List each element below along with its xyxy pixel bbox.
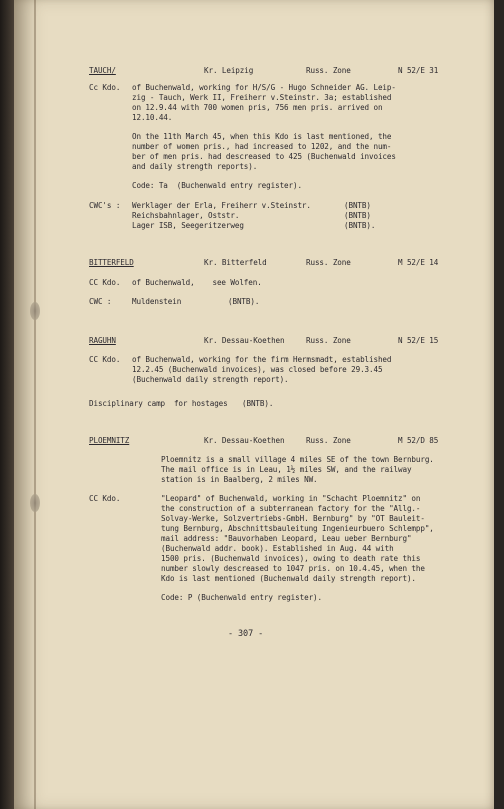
- note-line: and daily strength reports).: [132, 162, 258, 171]
- kdo-line: of Buchenwald, working for H/S/G - Hugo Schneider AG. Leip-: [132, 83, 396, 92]
- cwc-src: (BNTB).: [228, 297, 260, 306]
- kdo-line: of Buchenwald, working for the firm Hermsmadt, established: [132, 355, 392, 364]
- entry-district: Kr. Dessau-Koethen: [204, 436, 285, 445]
- kdo-text: of Buchenwald, see Wolfen.: [132, 278, 262, 287]
- entry-ref: M 52/E 14: [398, 258, 439, 267]
- document-page: [14, 0, 494, 809]
- kdo-label: Cc Kdo.: [89, 83, 121, 92]
- entry-place-tauch: TAUCH/: [89, 66, 116, 75]
- kdo-line: (Buchenwald addr. book). Established in Aug. 44 with: [161, 544, 394, 553]
- kdo-line: zig - Tauch, Werk II, Freiherr v.Steinstr. 3a; established: [132, 93, 392, 102]
- cwc-item: Werklager der Erla, Freiherr v.Steinstr.: [132, 201, 311, 210]
- cwc-src: (BNTB): [344, 211, 371, 220]
- cwc-item: Reichsbahnlager, Oststr.: [132, 211, 240, 220]
- entry-place-raguhn: RAGUHN: [89, 336, 116, 345]
- cwc-label: CWC's :: [89, 201, 121, 210]
- note-line: On the 11th March 45, when this Kdo is last mentioned, the: [132, 132, 392, 141]
- entry-ref: M 52/D 85: [398, 436, 439, 445]
- desc-line: Ploemnitz is a small village 4 miles SE of the town Bernburg.: [161, 455, 434, 464]
- disciplinary-camp-line: Disciplinary camp for hostages: [89, 399, 228, 408]
- kdo-line: tung Bernburg, Abschnittsbauleitung Ingenieurbuero Schlempp",: [161, 524, 434, 533]
- cwc-label: CWC :: [89, 297, 112, 306]
- kdo-line: 12.10.44.: [132, 113, 173, 122]
- kdo-label: CC Kdo.: [89, 494, 121, 503]
- kdo-line: the construction of a subterranean factory for the "Allg.-: [161, 504, 421, 513]
- entry-district: Kr. Bitterfeld: [204, 258, 267, 267]
- entry-district: Kr. Leipzig: [204, 66, 254, 75]
- entry-zone: Russ. Zone: [306, 258, 351, 267]
- cwc-item: Lager ISB, Seegeritzerweg: [132, 221, 244, 230]
- code-line: Code: Ta (Buchenwald entry register).: [132, 181, 302, 190]
- cwc-src: (BNTB): [344, 201, 371, 210]
- binding-gutter: [0, 0, 14, 809]
- entry-zone: Russ. Zone: [306, 436, 351, 445]
- note-line: number of women pris., had increased to 1202, and the num-: [132, 142, 392, 151]
- entry-ref: N 52/E 15: [398, 336, 439, 345]
- code-line: Code: P (Buchenwald entry register).: [161, 593, 322, 602]
- entry-ref: N 52/E 31: [398, 66, 439, 75]
- cwc-src: (BNTB).: [344, 221, 376, 230]
- punch-hole-icon: [30, 494, 40, 512]
- desc-line: The mail office is in Leau, 1½ miles SW, and the railway: [161, 465, 412, 474]
- kdo-label: CC Kdo.: [89, 278, 121, 287]
- desc-line: station is in Baalberg, 2 miles NW.: [161, 475, 318, 484]
- entry-zone: Russ. Zone: [306, 336, 351, 345]
- cwc-item: Muldenstein: [132, 297, 182, 306]
- entry-district: Kr. Dessau-Koethen: [204, 336, 285, 345]
- note-line: ber of men pris. had descreased to 425 (Buchenwald invoices: [132, 152, 396, 161]
- kdo-line: 1500 pris. (Buchenwald invoices), owing to death rate this: [161, 554, 421, 563]
- entry-place-bitterfeld: BITTERFELD: [89, 258, 134, 267]
- kdo-line: Solvay-Werke, Solzvertriebs-GmbH. Bernburg" by "OT Bauleit-: [161, 514, 425, 523]
- punch-hole-icon: [30, 302, 40, 320]
- kdo-line: mail address: "Bauvorhaben Leopard, Leau ueber Bernburg": [161, 534, 412, 543]
- kdo-line: "Leopard" of Buchenwald, working in "Schacht Ploemnitz" on: [161, 494, 421, 503]
- kdo-label: CC Kdo.: [89, 355, 121, 364]
- disciplinary-camp-src: (BNTB).: [242, 399, 274, 408]
- page-number: - 307 -: [228, 629, 264, 639]
- entry-place-ploemnitz: PLOEMNITZ: [89, 436, 130, 445]
- kdo-line: 12.2.45 (Buchenwald invoices), was closed before 29.3.45: [132, 365, 383, 374]
- kdo-line: (Buchenwald daily strength report).: [132, 375, 289, 384]
- kdo-line: number slowly descreased to 1047 pris. on 10.4.45, when the: [161, 564, 425, 573]
- entry-zone: Russ. Zone: [306, 66, 351, 75]
- binding-line: [34, 0, 36, 809]
- kdo-line: on 12.9.44 with 700 women pris, 756 men pris. arrived on: [132, 103, 383, 112]
- kdo-line: Kdo is last mentioned (Buchenwald daily strength report).: [161, 574, 416, 583]
